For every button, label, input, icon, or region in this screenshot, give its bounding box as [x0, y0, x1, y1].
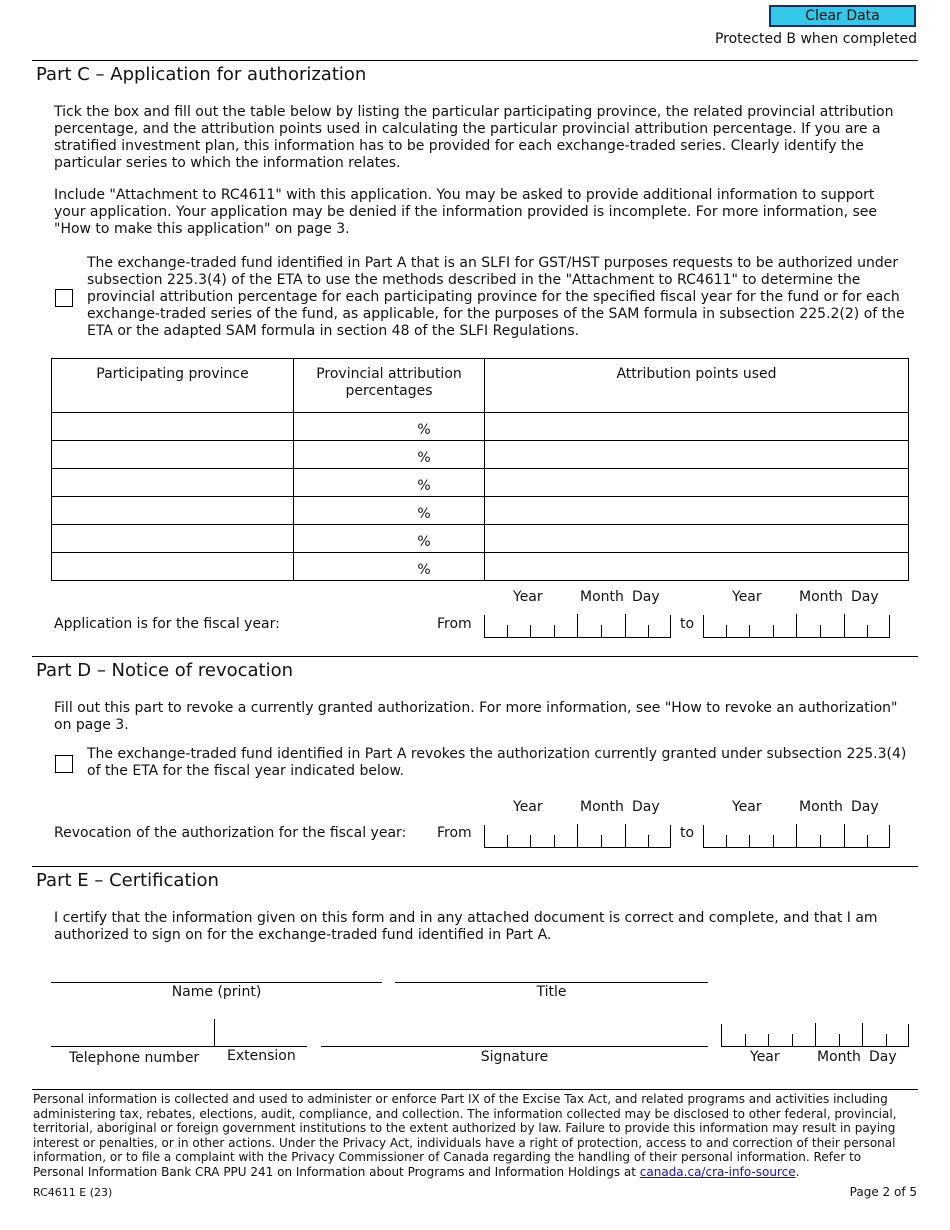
part-e-paragraph: I certify that the information given on this form and in any attached document is correct and complete, and that I am authorized to sign on for the exchange-traded fund identified in Part A.	[54, 910, 878, 943]
part-d-title: Part D – Notice of revocation	[36, 660, 294, 681]
to-month-label: Month	[799, 589, 843, 605]
province-input[interactable]	[52, 441, 294, 469]
telephone-line[interactable]	[51, 1046, 307, 1047]
clear-data-button[interactable]: Clear Data	[769, 5, 916, 27]
title-line[interactable]	[395, 982, 708, 983]
divider	[32, 866, 918, 867]
from-label: From	[437, 825, 472, 841]
to-month-label: Month	[799, 799, 843, 815]
part-d-revocation-checkbox[interactable]	[55, 755, 73, 773]
attribution-points-input[interactable]	[485, 413, 909, 441]
sig-month-label: Month	[817, 1049, 861, 1065]
province-table	[51, 358, 909, 581]
percentage-input[interactable]	[294, 413, 485, 441]
from-label: From	[437, 616, 472, 632]
province-input[interactable]	[52, 553, 294, 581]
part-d-paragraph: Fill out this part to revoke a currently granted authorization. For more information, see "How to revoke an authorization" on page 3.	[54, 700, 898, 733]
attribution-points-input[interactable]	[485, 497, 909, 525]
cra-info-source-link[interactable]: canada.ca/cra-info-source	[639, 1164, 796, 1179]
divider	[32, 656, 918, 657]
percent-sign: %	[417, 477, 431, 494]
attribution-points-input[interactable]	[485, 553, 909, 581]
attribution-points-input[interactable]	[485, 441, 909, 469]
sig-day-label: Day	[869, 1049, 897, 1065]
revocation-to-date-input[interactable]	[703, 825, 890, 848]
name-label: Name (print)	[171, 984, 262, 1000]
part-c-paragraph-1: Tick the box and fill out the table below by listing the particular participating province, the related provincial attribution percentage, and the attribution points used in calculating the particular provincial attribution percentage. If you are a stratified investment plan, this information has to be provided for each exchange-traded series. Clearly identify the particular series to which the information relates.	[54, 104, 894, 171]
to-label: to	[680, 616, 695, 632]
period: .	[795, 1164, 800, 1179]
revocation-from-date-input[interactable]	[484, 825, 671, 848]
col-attribution-points: Attribution points used	[485, 359, 909, 413]
col-attribution-percentages: Provincial attribution percentages	[294, 359, 485, 413]
attribution-points-input[interactable]	[485, 525, 909, 553]
percentage-input[interactable]	[294, 469, 485, 497]
fiscal-year-label: Application is for the fiscal year:	[54, 616, 280, 632]
table-row	[52, 469, 909, 497]
from-day-label: Day	[632, 799, 660, 815]
name-line[interactable]	[51, 982, 382, 983]
revocation-fiscal-label: Revocation of the authorization for the fiscal year:	[54, 825, 407, 841]
from-year-label: Year	[513, 589, 543, 605]
to-label: to	[680, 825, 695, 841]
sig-year-label: Year	[750, 1049, 780, 1065]
to-year-label: Year	[732, 799, 762, 815]
table-row	[52, 553, 909, 581]
part-c-authorization-checkbox[interactable]	[55, 289, 73, 307]
percent-sign: %	[417, 561, 431, 578]
part-e-title: Part E – Certification	[36, 870, 219, 891]
table-row	[52, 497, 909, 525]
telephone-label: Telephone number	[69, 1050, 200, 1066]
signature-line[interactable]	[321, 1046, 708, 1047]
part-d-checkbox-text: The exchange-traded fund identified in Part A revokes the authorization currently granted under subsection 225.3(4) of the ETA for the fiscal year indicated below.	[87, 746, 907, 779]
col-participating-province: Participating province	[52, 359, 294, 413]
signature-label: Signature	[480, 1049, 549, 1065]
percentage-input[interactable]	[294, 441, 485, 469]
extension-divider	[214, 1019, 215, 1046]
percentage-input[interactable]	[294, 553, 485, 581]
province-input[interactable]	[52, 469, 294, 497]
from-date-input[interactable]	[484, 615, 671, 638]
percent-sign: %	[417, 449, 431, 466]
form-id: RC4611 E (23)	[33, 1186, 113, 1199]
table-row	[52, 525, 909, 553]
to-date-input[interactable]	[703, 615, 890, 638]
to-day-label: Day	[851, 799, 879, 815]
divider	[32, 60, 918, 61]
protected-label: Protected B when completed	[714, 31, 917, 47]
province-input[interactable]	[52, 497, 294, 525]
table-row	[52, 441, 909, 469]
from-month-label: Month	[580, 799, 624, 815]
percentage-input[interactable]	[294, 497, 485, 525]
attribution-points-input[interactable]	[485, 469, 909, 497]
extension-label: Extension	[227, 1048, 296, 1064]
province-input[interactable]	[52, 525, 294, 553]
signature-date-input[interactable]	[721, 1024, 909, 1047]
to-year-label: Year	[732, 589, 762, 605]
title-label: Title	[536, 984, 567, 1000]
percent-sign: %	[417, 505, 431, 522]
part-c-paragraph-2: Include "Attachment to RC4611" with this application. You may be asked to provide additional information to support your application. Your application may be denied if the information provided is incomplete. For more information, see "How to make this application" on page 3.	[54, 187, 877, 237]
part-c-checkbox-text: The exchange-traded fund identified in Part A that is an SLFI for GST/HST purposes requests to be authorized under subsection 225.3(4) of the ETA to use the methods described in the "Attachment to RC4611" to determine the provincial attribution percentage for each participating province for the specified fiscal year for the fund or for each exchange-traded series of the fund, as applicable, for the purposes of the SAM formula in subsection 225.2(2) of the ETA or the adapted SAM formula in section 48 of the SLFI Regulations.	[87, 255, 905, 339]
privacy-text: Personal information is collected and used to administer or enforce Part IX of the Excise Tax Act, and related programs and activities including administering tax, rebates, elections, audit, compliance, and collection. The information collected may be disclosed to other federal, provincial, territorial, aboriginal or foreign government institutions to the extent authorized by law. Failure to provide this information may result in paying interest or penalties, or in other actions. Under the Privacy Act, individuals have a right of protection, access to and correction of their personal information, or to file a complaint with the Privacy Commissioner of Canada regarding the handling of their personal information. Refer to Personal Information Bank CRA PPU 241 on Information about Programs and Information Holdings at	[33, 1092, 897, 1179]
table-row	[52, 413, 909, 441]
privacy-notice	[33, 1092, 909, 1179]
divider	[32, 1089, 918, 1090]
from-year-label: Year	[513, 799, 543, 815]
page-number: Page 2 of 5	[849, 1185, 917, 1199]
percentage-input[interactable]	[294, 525, 485, 553]
percent-sign: %	[417, 421, 431, 438]
from-month-label: Month	[580, 589, 624, 605]
part-c-title: Part C – Application for authorization	[36, 64, 367, 85]
from-day-label: Day	[632, 589, 660, 605]
province-input[interactable]	[52, 413, 294, 441]
to-day-label: Day	[851, 589, 879, 605]
percent-sign: %	[417, 533, 431, 550]
